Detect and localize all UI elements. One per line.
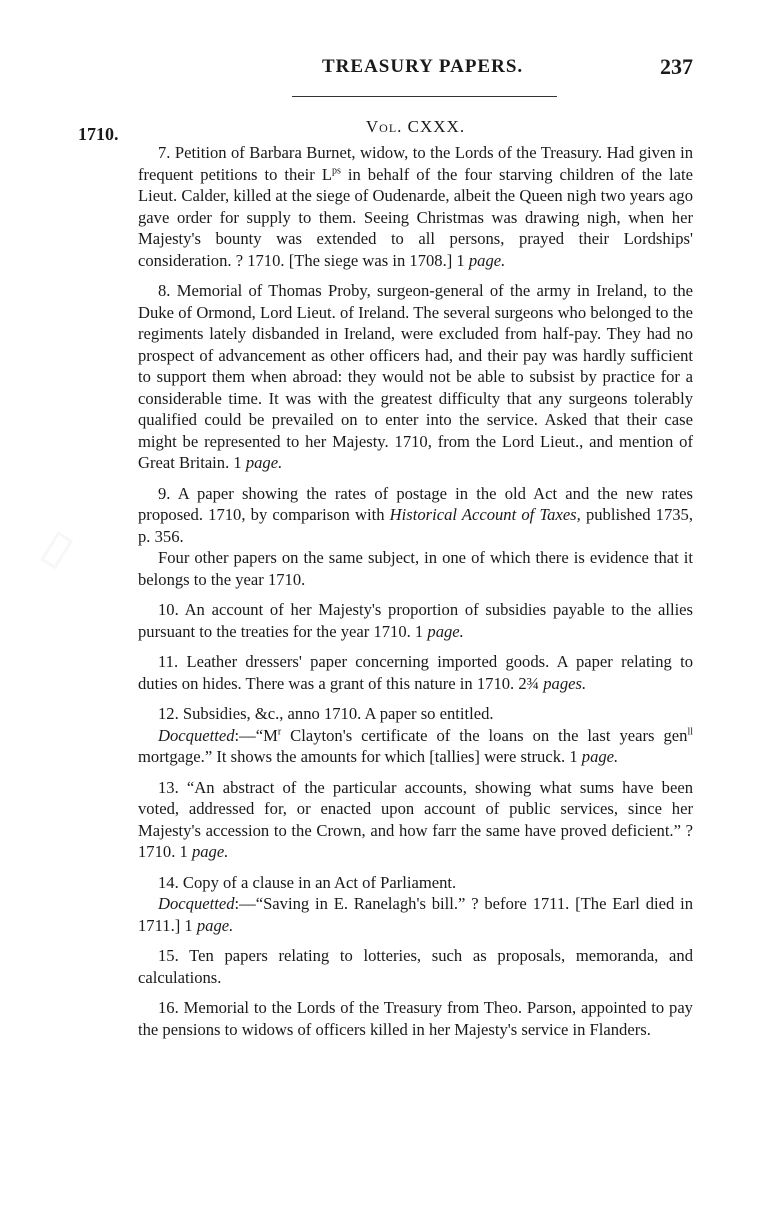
entry-8 [138,280,693,474]
superscript: r [277,725,282,737]
entry-text-continued: in behalf of the four starving children of the late Lieut. Calder, killed at the siege of Oudenarde, albeit the Queen nigh two years ago gave order for supply to them. Seeing Christmas was drawing nigh, when her Majesty's bounty was extended to all persons, prayed their Lordships' consideration. ? 1710. [The siege was in 1708.] 1 [138,164,693,270]
entry-extent: page. [581,747,619,766]
entry-text: A paper showing the rates of postage in the old Act and the new rates proposed. 1710, by comparison with [138,483,693,524]
docquet-label: Docquetted [158,725,235,745]
entry-text: “An abstract of the particular accounts, showing what sums have been voted, addressed for, or enacted upon account of public services, since her Majesty's accession to the Crown, and how farr the same have proved deficient.” ? 1710. 1 [138,777,693,861]
superscript: ll [687,725,693,737]
entry-text: Leather dressers' paper concerning imported goods. A paper relating to duties on hides. There was a grant of this nature in 1710. 2¾ [138,652,693,693]
cited-work: Historical Account of Taxes, [389,505,581,524]
watermark-left [40,531,73,569]
entry-text-continued: published 1735, p. 356. [138,505,693,546]
entry-15 [138,945,693,988]
entry-7 [138,142,693,271]
entry-number: 8. [158,281,171,300]
entry-text: Memorial of Thomas Proby, surgeon-general of the army in Ireland, to the Duke of Ormond, Lord Lieut. of Ireland. The several surgeons who belonged to the regiments lately disbanded in Ireland, were excluded from half-pay. They had no prospect of advancement as other officers had, and their pay was hardly sufficient to support them when abroad: they would not be able to subsist by practice for a considerable time. It was with the greatest difficulty that any surgeons tolerably qualified could be prevailed on to enter into the service. Asked that their case might be represented to her Majesty. 1710, from the Lord Lieut., and mention of Great Britain. 1 [138,281,694,472]
docquet-text-end: mortgage.” It shows the amounts for which [tallies] were struck. 1 [138,747,582,766]
entry-text: Subsidies, &c., anno 1710. A paper so entitled. [182,704,494,723]
entry-10 [138,599,693,642]
entry-11 [138,651,693,694]
entry-extent: pages. [543,673,587,693]
margin-year: 1710. [78,124,119,144]
superscript: ps [331,164,341,176]
entry-extent: page. [427,621,464,641]
entry-13 [138,777,693,863]
docquet-text-continued: Clayton's certificate of the loans on the last years gen [281,725,688,745]
entry-14 [138,872,693,937]
entry-number: 9. [158,483,171,503]
running-head: TREASURY PAPERS. [322,56,524,77]
entry-text: Petition of Barbara Burnet, widow, to the Lords of the Treasury. Had given in frequent petitions to their L [138,143,693,184]
entry-number: 16. [158,998,179,1017]
volume-heading: Vol. CXXX. [365,117,466,136]
entry-number: 7. [158,143,171,162]
entry-extent: page. [196,915,234,935]
entry-number: 14. [158,872,179,892]
entries-body [138,142,693,1049]
entry-12 [138,703,693,768]
entry-16 [138,997,693,1040]
entry-extent: page. [191,842,229,861]
entry-extent: page. [468,250,506,270]
entry-text: Ten papers relating to lotteries, such as proposals, memoranda, and calculations. [138,946,693,987]
docquet-label: Docquetted [158,894,235,913]
entry-extent: page. [245,453,283,472]
entry-subnote: Four other papers on the same subject, in one of which there is evidence that it belongs to the year 1710. [138,548,693,589]
entry-9 [138,483,693,591]
entry-number: 12. [158,704,179,723]
docquet-text: :—“Saving in E. Ranelagh's bill.” ? before 1711. [The Earl died in 1711.] 1 [138,894,693,935]
entry-number: 10. [158,600,179,619]
page-number: 237 [660,54,693,79]
entry-text: An account of her Majesty's proportion of subsidies payable to the allies pursuant to the treaties for the year 1710. 1 [138,600,693,641]
entry-text: Memorial to the Lords of the Treasury from Theo. Parson, appointed to pay the pensions to widows of officers killed in her Majesty's service in Flanders. [138,998,693,1039]
entry-number: 13. [158,777,179,797]
docquet-text: :—“M [234,725,278,745]
entry-text: Copy of a clause in an Act of Parliament. [182,872,457,892]
entry-number: 15. [158,946,179,965]
entry-docquet [138,725,693,768]
entry-number: 11. [158,652,179,671]
header-rule [292,96,557,97]
entry-docquet [138,893,693,936]
